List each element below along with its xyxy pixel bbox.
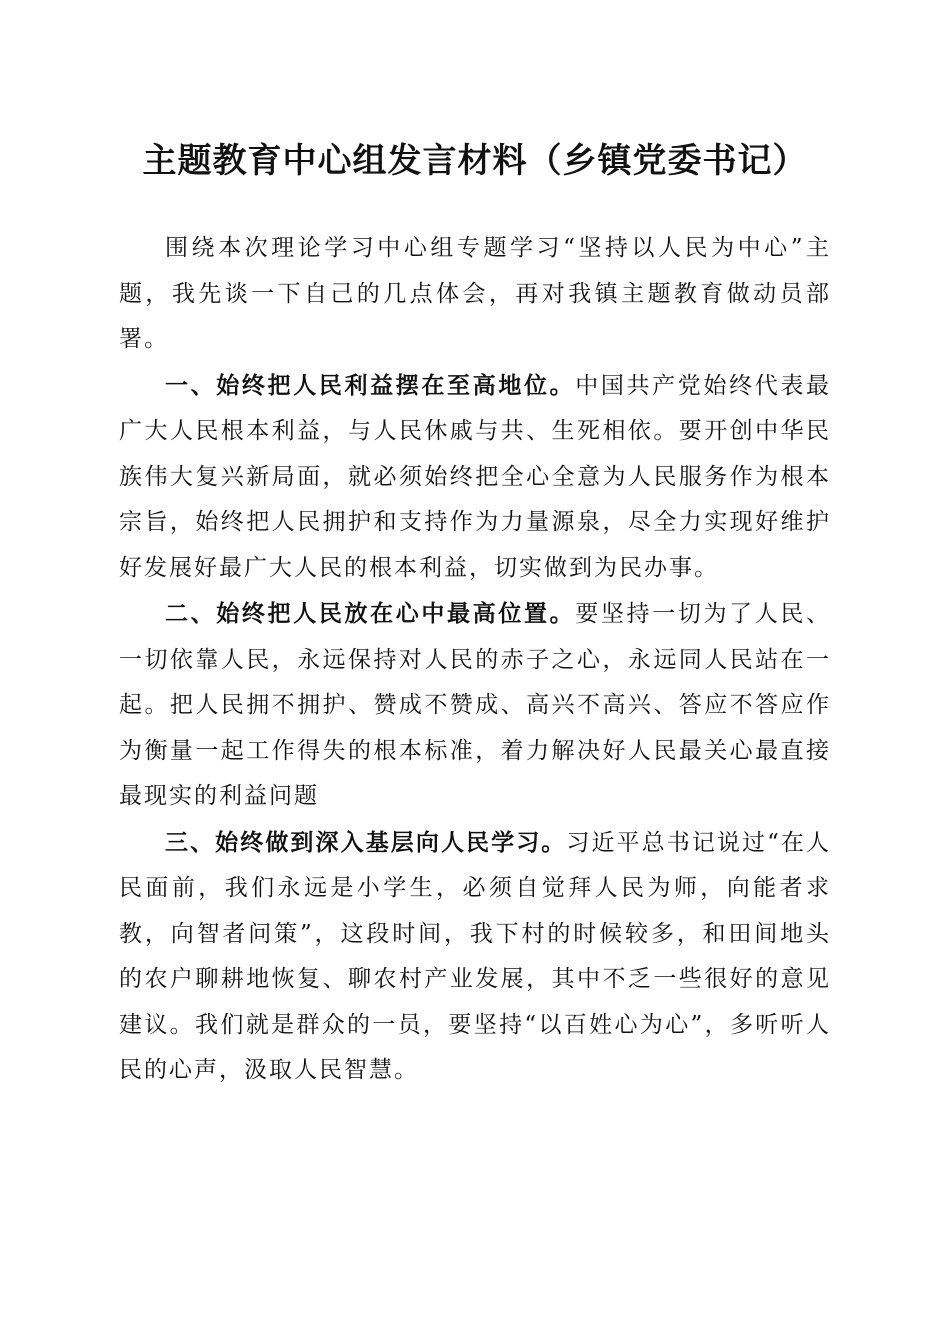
paragraph-point-1 — [119, 363, 831, 592]
paragraph-intro-text: 围绕本次理论学习中心组专题学习“坚持以人民为中心”主题，我先谈一下自己的几点体会，再对我镇主题教育做动员部署。 — [119, 235, 831, 352]
paragraph-point-2-text: 要坚持一切为了人民、一切依靠人民，永远保持对人民的赤子之心，永远同人民站在一起。把人民拥不拥护、赞成不赞成、高兴不高兴、答应不答应作为衡量一起工作得失的根本标准，着力解决好人民最关心最直接最现实的利益问题 — [119, 601, 832, 809]
paragraph-point-3-heading: 三、始终做到深入基层向人民学习。 — [165, 828, 567, 856]
document-title: 主题教育中心组发言材料（乡镇党委书记） — [142, 141, 808, 181]
paragraph-point-2 — [119, 591, 831, 820]
paragraph-point-1-heading: 一、始终把人民利益摆在至高地位。 — [165, 371, 576, 399]
paragraph-point-1-text: 中国共产党始终代表最广大人民根本利益，与人民休戚与共、生死相依。要开创中华民族伟大复兴新局面，就必须始终把全心全意为人民服务作为根本宗旨，始终把人民拥护和支持作为力量源泉，尽全力实现好维护好发展好最广大人民的根本利益，切实做到为民办事。 — [119, 372, 832, 581]
paragraph-intro — [119, 226, 831, 363]
paragraph-point-2-heading: 二、始终把人民放在心中最高位置。 — [165, 600, 576, 627]
document-body — [119, 226, 831, 1094]
paragraph-point-3 — [119, 820, 831, 1094]
paragraph-point-3-text: 习近平总书记说过“在人民面前，我们永远是小学生，必须自觉拜人民为师，向能者求教，向智者问策”，这段时间，我下村的时候较多，和田间地头的农户聊耕地恢复、聊农村产业发展，其中不乏一些很好的意见建议。我们就是群众的一员，要坚持“以百姓心为心”，多听听人民的心声，汲取人民智慧。 — [119, 829, 831, 1083]
